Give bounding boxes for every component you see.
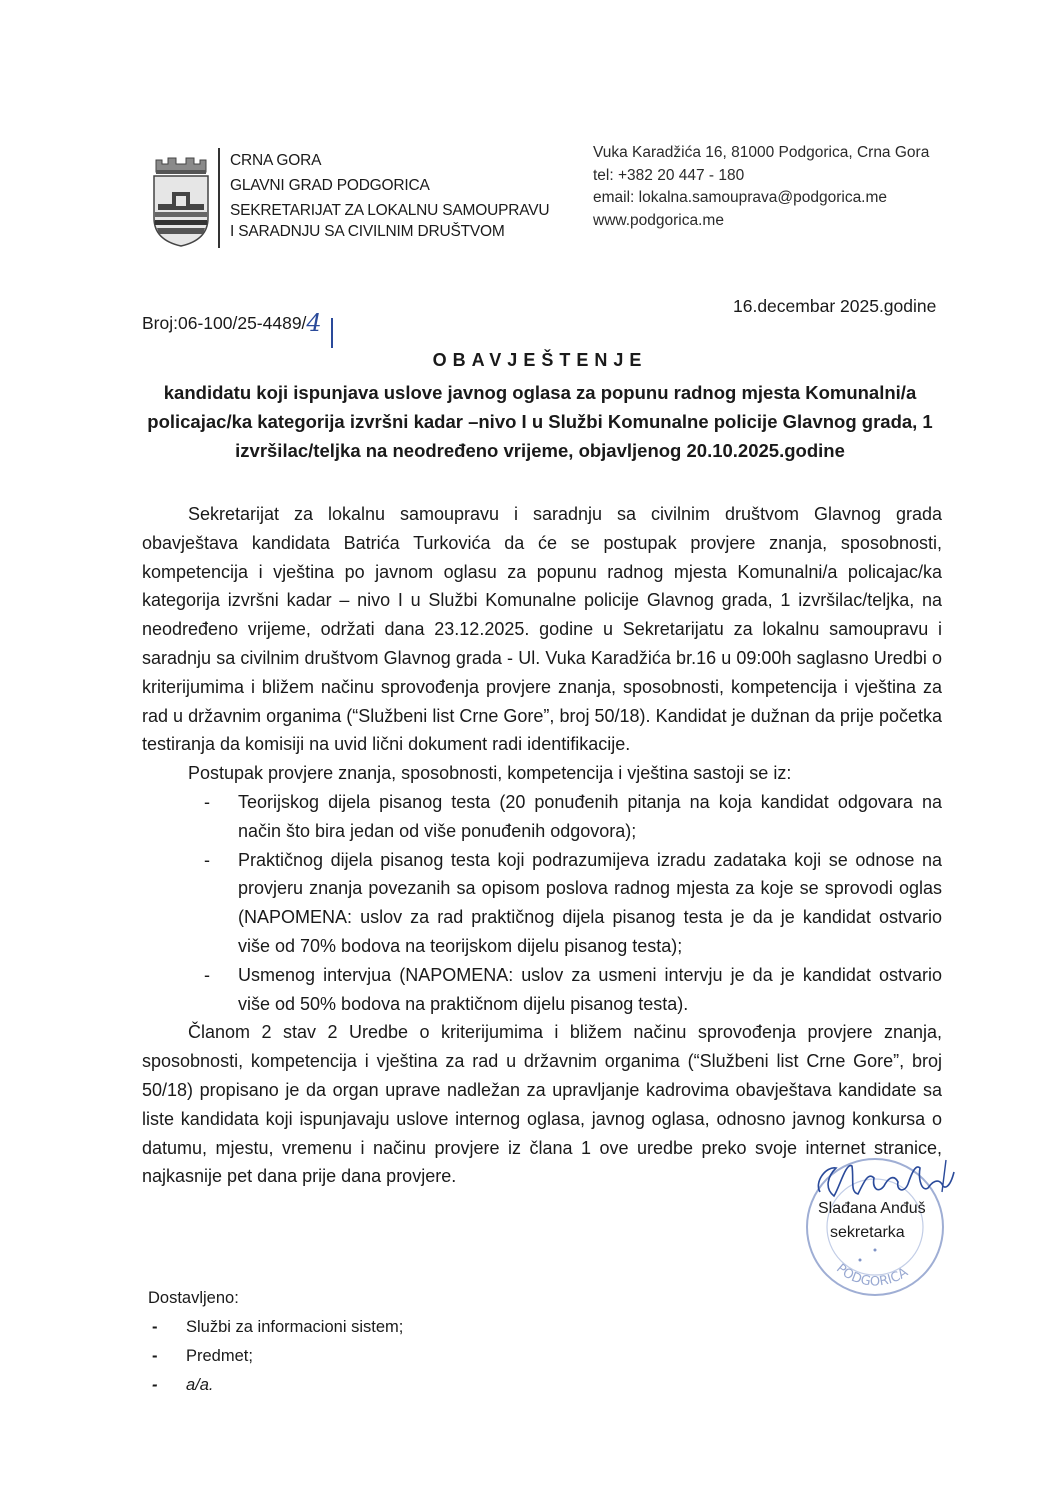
- procedure-list: [142, 788, 942, 1018]
- header-divider: [218, 148, 220, 248]
- svg-text:PODGORICA: PODGORICA: [833, 1261, 911, 1290]
- list-item: - Predmet;: [186, 1342, 403, 1371]
- contact-website: www.podgorica.me: [593, 211, 724, 229]
- list-item: - a/a.: [186, 1371, 403, 1400]
- contact-email: email: lokalna.samouprava@podgorica.me: [593, 189, 888, 206]
- list-item: - Praktičnog dijela pisanog testa koji podrazumijeva izradu zadataka koji se odnose na provjeru znanja povezanih sa opisom poslova radnog mjesta za koje se sprovodi oglas (NAPOMENA: uslov za rad praktičnog dijela pisanog testa je da je kandidat ostvario više od 70% bodova na teorijskom dijelu pisanog testa);: [238, 846, 942, 961]
- procedure-list-intro: Postupak provjere znanja, sposobnosti, kompetencija i vještina sastoji se iz:: [188, 763, 792, 784]
- handwritten-stroke: [331, 318, 333, 348]
- signatory-role: sekretarka: [830, 1224, 905, 1241]
- delivered-list: [148, 1313, 403, 1400]
- body-paragraph-2: Članom 2 stav 2 Uredbe o kriterijumima i bližem načinu sprovođenja provjere znanja, sposobnosti, kompetencija i vještina za rad u državnim organima (“Službeni list Crne Gore”, broj 50/18) propisano je da organ uprave nadležan za upravljanje kadrovima obavještava kandidate sa liste kandidata koji ispunjavaju uslove internog oglasa, javnog oglasa, odnosno javnog konkursa o datumu, mjestu, vremenu i načinu provjere iz člana 1 ove uredbe preko svoje internet stranice, najkasnije pet dana prije dana provjere.: [142, 1022, 942, 1187]
- org-country: CRNA GORA: [230, 152, 322, 169]
- list-item: - Teorijskog dijela pisanog testa (20 ponuđenih pitanja na koja kandidat odgovara na način što bira jedan od više ponuđenih odgovora);: [238, 788, 942, 846]
- contact-block: [593, 142, 929, 232]
- handwritten-suffix: 4: [306, 309, 322, 337]
- contact-phone: tel: +382 20 447 - 180: [593, 166, 745, 184]
- org-city: GLAVNI GRAD PODGORICA: [230, 177, 430, 194]
- reference-number-text: Broj:06-100/25-4489/: [142, 313, 307, 333]
- reference-number: [142, 307, 322, 335]
- delivered-to-block: [148, 1284, 403, 1400]
- body-paragraph-1: Sekretarijat za lokalnu samoupravu i saradnju sa civilnim društvom Glavnog grada obavještava kandidata Batrića Turkovića da će se postupak provjere znanja, sposobnosti, kompetencija i vještina po javnom oglasu za popunu radnog mjesta Komunalni/a policajac/ka kategorija izvršni kadar – nivo I u Službi Komunalne policije Glavnog grada, 1 izvršilac/teljka, na neodređeno vrijeme, održati dana 23.12.2025. godine u Sekretarijatu za lokalnu samoupravu i saradnju sa civilnim društvom Glavnog grada - Ul. Vuka Karadžića br.16 u 09:00h saglasno Uredbi o kriterijumima i bližem načinu sprovođenja provjere znanja, sposobnosti, kompetencija i vještina za rad u državnim organima (“Službeni list Crne Gore”, broj 50/18). Kandidat je dužnan da prije početka testiranja da komisiji na uvid lični dokument radi identifikacije.: [142, 504, 942, 755]
- document-date: 16.decembar 2025.godine: [733, 296, 937, 316]
- document-subtitle: kandidatu koji ispunjava uslove javnog oglasa za popunu radnog mjesta Komunalni/a policajac/ka kategorija izvršni kadar –nivo I u Službi Komunalne policije Glavnog grada, 1 izvršilac/teljka na neodređeno vrijeme, objavljenog 20.10.2025.godine: [147, 382, 933, 461]
- document-body: [142, 500, 942, 1191]
- coat-of-arms-icon: [150, 148, 212, 248]
- list-item: - Službi za informacioni sistem;: [186, 1313, 403, 1342]
- org-secretariat-line-2: I SARADNJU SA CIVILNIM DRUŠTVOM: [230, 223, 505, 240]
- delivered-label: Dostavljeno:: [148, 1289, 239, 1307]
- organization-block: [230, 150, 549, 242]
- org-secretariat-line-1: SEKRETARIJAT ZA LOKALNU SAMOUPRAVU: [230, 202, 550, 219]
- document-title: OBAVJEŠTENJE: [432, 350, 648, 370]
- contact-address: Vuka Karadžića 16, 81000 Podgorica, Crna Gora: [593, 144, 930, 161]
- list-item: - Usmenog intervjua (NAPOMENA: uslov za usmeni intervju je da je kandidat ostvario više od 50% bodova na praktičnom dijelu pisanog testa).: [238, 961, 942, 1019]
- signatory-name: Slađana Anđuš: [818, 1200, 926, 1217]
